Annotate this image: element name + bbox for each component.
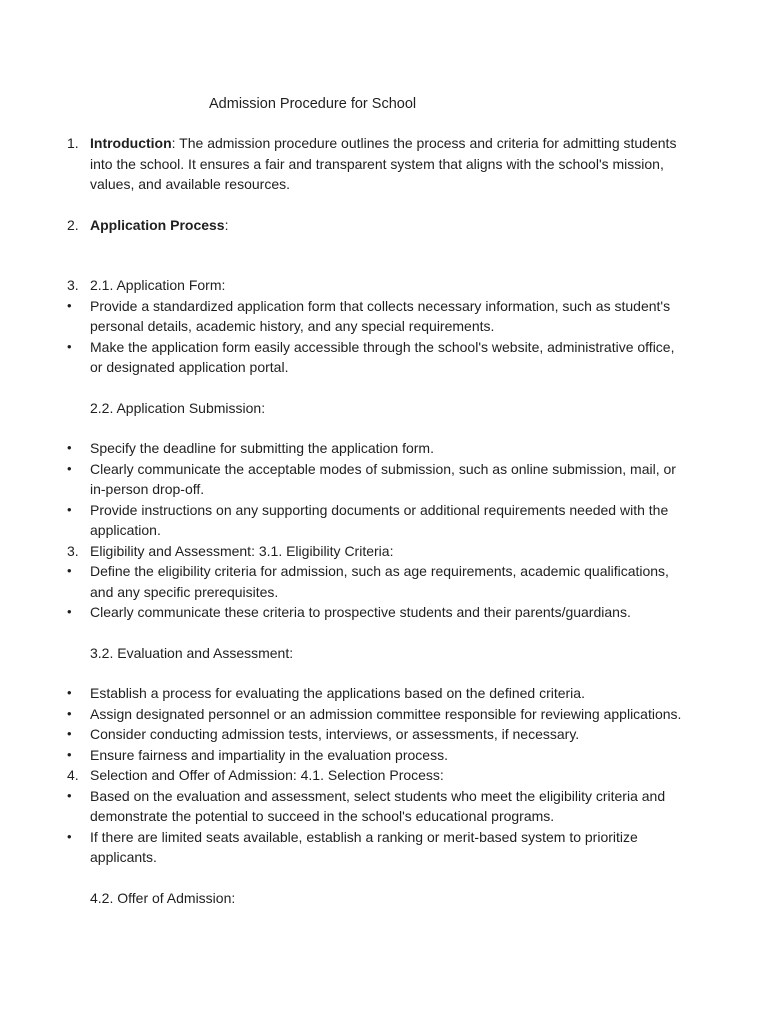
bullet-text: Clearly communicate the acceptable modes of submission, such as online submission, mail, or in-person drop-off. xyxy=(90,460,676,497)
document-title: Admission Procedure for School xyxy=(209,96,417,112)
bullet-icon: • xyxy=(67,338,72,354)
bullet-text: Make the application form easily accessible through the school's website, administrative office, or designated application portal. xyxy=(90,338,675,375)
bullet-icon: • xyxy=(67,685,72,700)
bullet-item xyxy=(67,724,687,745)
document-body xyxy=(67,133,687,908)
bullet-icon: • xyxy=(67,460,72,476)
bullet-icon: • xyxy=(67,828,72,844)
bullet-text: Consider conducting admission tests, interviews, or assessments, if necessary. xyxy=(90,726,580,742)
bullet-icon: • xyxy=(67,726,72,741)
application-process-label: Application Process xyxy=(90,216,225,233)
numbered-item-application-form xyxy=(67,275,687,296)
bullet-icon: • xyxy=(67,501,72,517)
bullet-icon: • xyxy=(67,705,72,721)
bullet-item xyxy=(67,827,687,868)
bullet-text: Define the eligibility criteria for admission, such as age requirements, academic qualifications, and any specific prerequisites. xyxy=(90,563,669,600)
bullet-item xyxy=(67,296,687,337)
bullet-text: If there are limited seats available, establish a ranking or merit-based system to prioritize applicants. xyxy=(90,828,638,865)
bullet-item xyxy=(67,602,687,623)
numbered-item-application-process xyxy=(67,215,687,236)
introduction-text: : The admission procedure outlines the process and criteria for admitting students into the school. It ensures a fair and transparent system that aligns with the school's mission, values, and available resources. xyxy=(90,135,677,192)
bullet-text: Assign designated personnel or an admission committee responsible for reviewing applications. xyxy=(90,705,682,722)
bullet-text: Provide instructions on any supporting documents or additional requirements needed with the application. xyxy=(90,501,669,538)
bullet-item xyxy=(67,438,687,459)
application-process-colon: : xyxy=(224,216,229,233)
bullet-text: Specify the deadline for submitting the application form. xyxy=(90,440,434,456)
bullet-icon: • xyxy=(67,440,72,455)
bullet-item xyxy=(67,337,687,378)
bullet-text: Clearly communicate these criteria to prospective students and their parents/guardians. xyxy=(90,604,631,620)
bullet-item xyxy=(67,500,687,541)
evaluation-heading: 3.2. Evaluation and Assessment: xyxy=(90,644,294,661)
numbered-item-introduction xyxy=(67,133,687,195)
bullet-text: Establish a process for evaluating the applications based on the defined criteria. xyxy=(90,685,585,701)
list-number: 2. xyxy=(67,216,79,233)
bullet-icon: • xyxy=(67,787,72,803)
bullet-icon: • xyxy=(67,563,72,578)
list-number: 3. xyxy=(67,277,79,293)
bullet-icon: • xyxy=(67,604,72,619)
bullet-item xyxy=(67,745,687,766)
bullet-icon: • xyxy=(67,746,72,762)
list-number: 3. xyxy=(67,542,79,559)
application-form-heading: 2.1. Application Form: xyxy=(90,277,226,293)
numbered-item-selection xyxy=(67,765,687,786)
introduction-label: Introduction xyxy=(90,135,172,151)
bullet-item xyxy=(67,704,687,725)
bullet-text: Based on the evaluation and assessment, select students who meet the eligibility criteria and demonstrate the potential to succeed in the school's educational programs. xyxy=(90,787,666,824)
application-submission-heading: 2.2. Application Submission: xyxy=(90,399,266,416)
bullet-text: Ensure fairness and impartiality in the evaluation process. xyxy=(90,746,448,763)
list-number: 1. xyxy=(67,135,79,151)
offer-heading: 4.2. Offer of Admission: xyxy=(90,889,236,906)
bullet-item xyxy=(67,459,687,500)
selection-heading: Selection and Offer of Admission: 4.1. Selection Process: xyxy=(90,767,444,783)
bullet-icon: • xyxy=(67,297,72,313)
bullet-text: Provide a standardized application form that collects necessary information, such as student's personal details, academic history, and any special requirements. xyxy=(90,297,671,334)
eligibility-heading: Eligibility and Assessment: 3.1. Eligibility Criteria: xyxy=(90,542,394,559)
bullet-item xyxy=(67,786,687,827)
bullet-item xyxy=(67,561,687,602)
list-number: 4. xyxy=(67,767,79,783)
numbered-item-eligibility xyxy=(67,541,687,562)
bullet-item xyxy=(67,683,687,704)
